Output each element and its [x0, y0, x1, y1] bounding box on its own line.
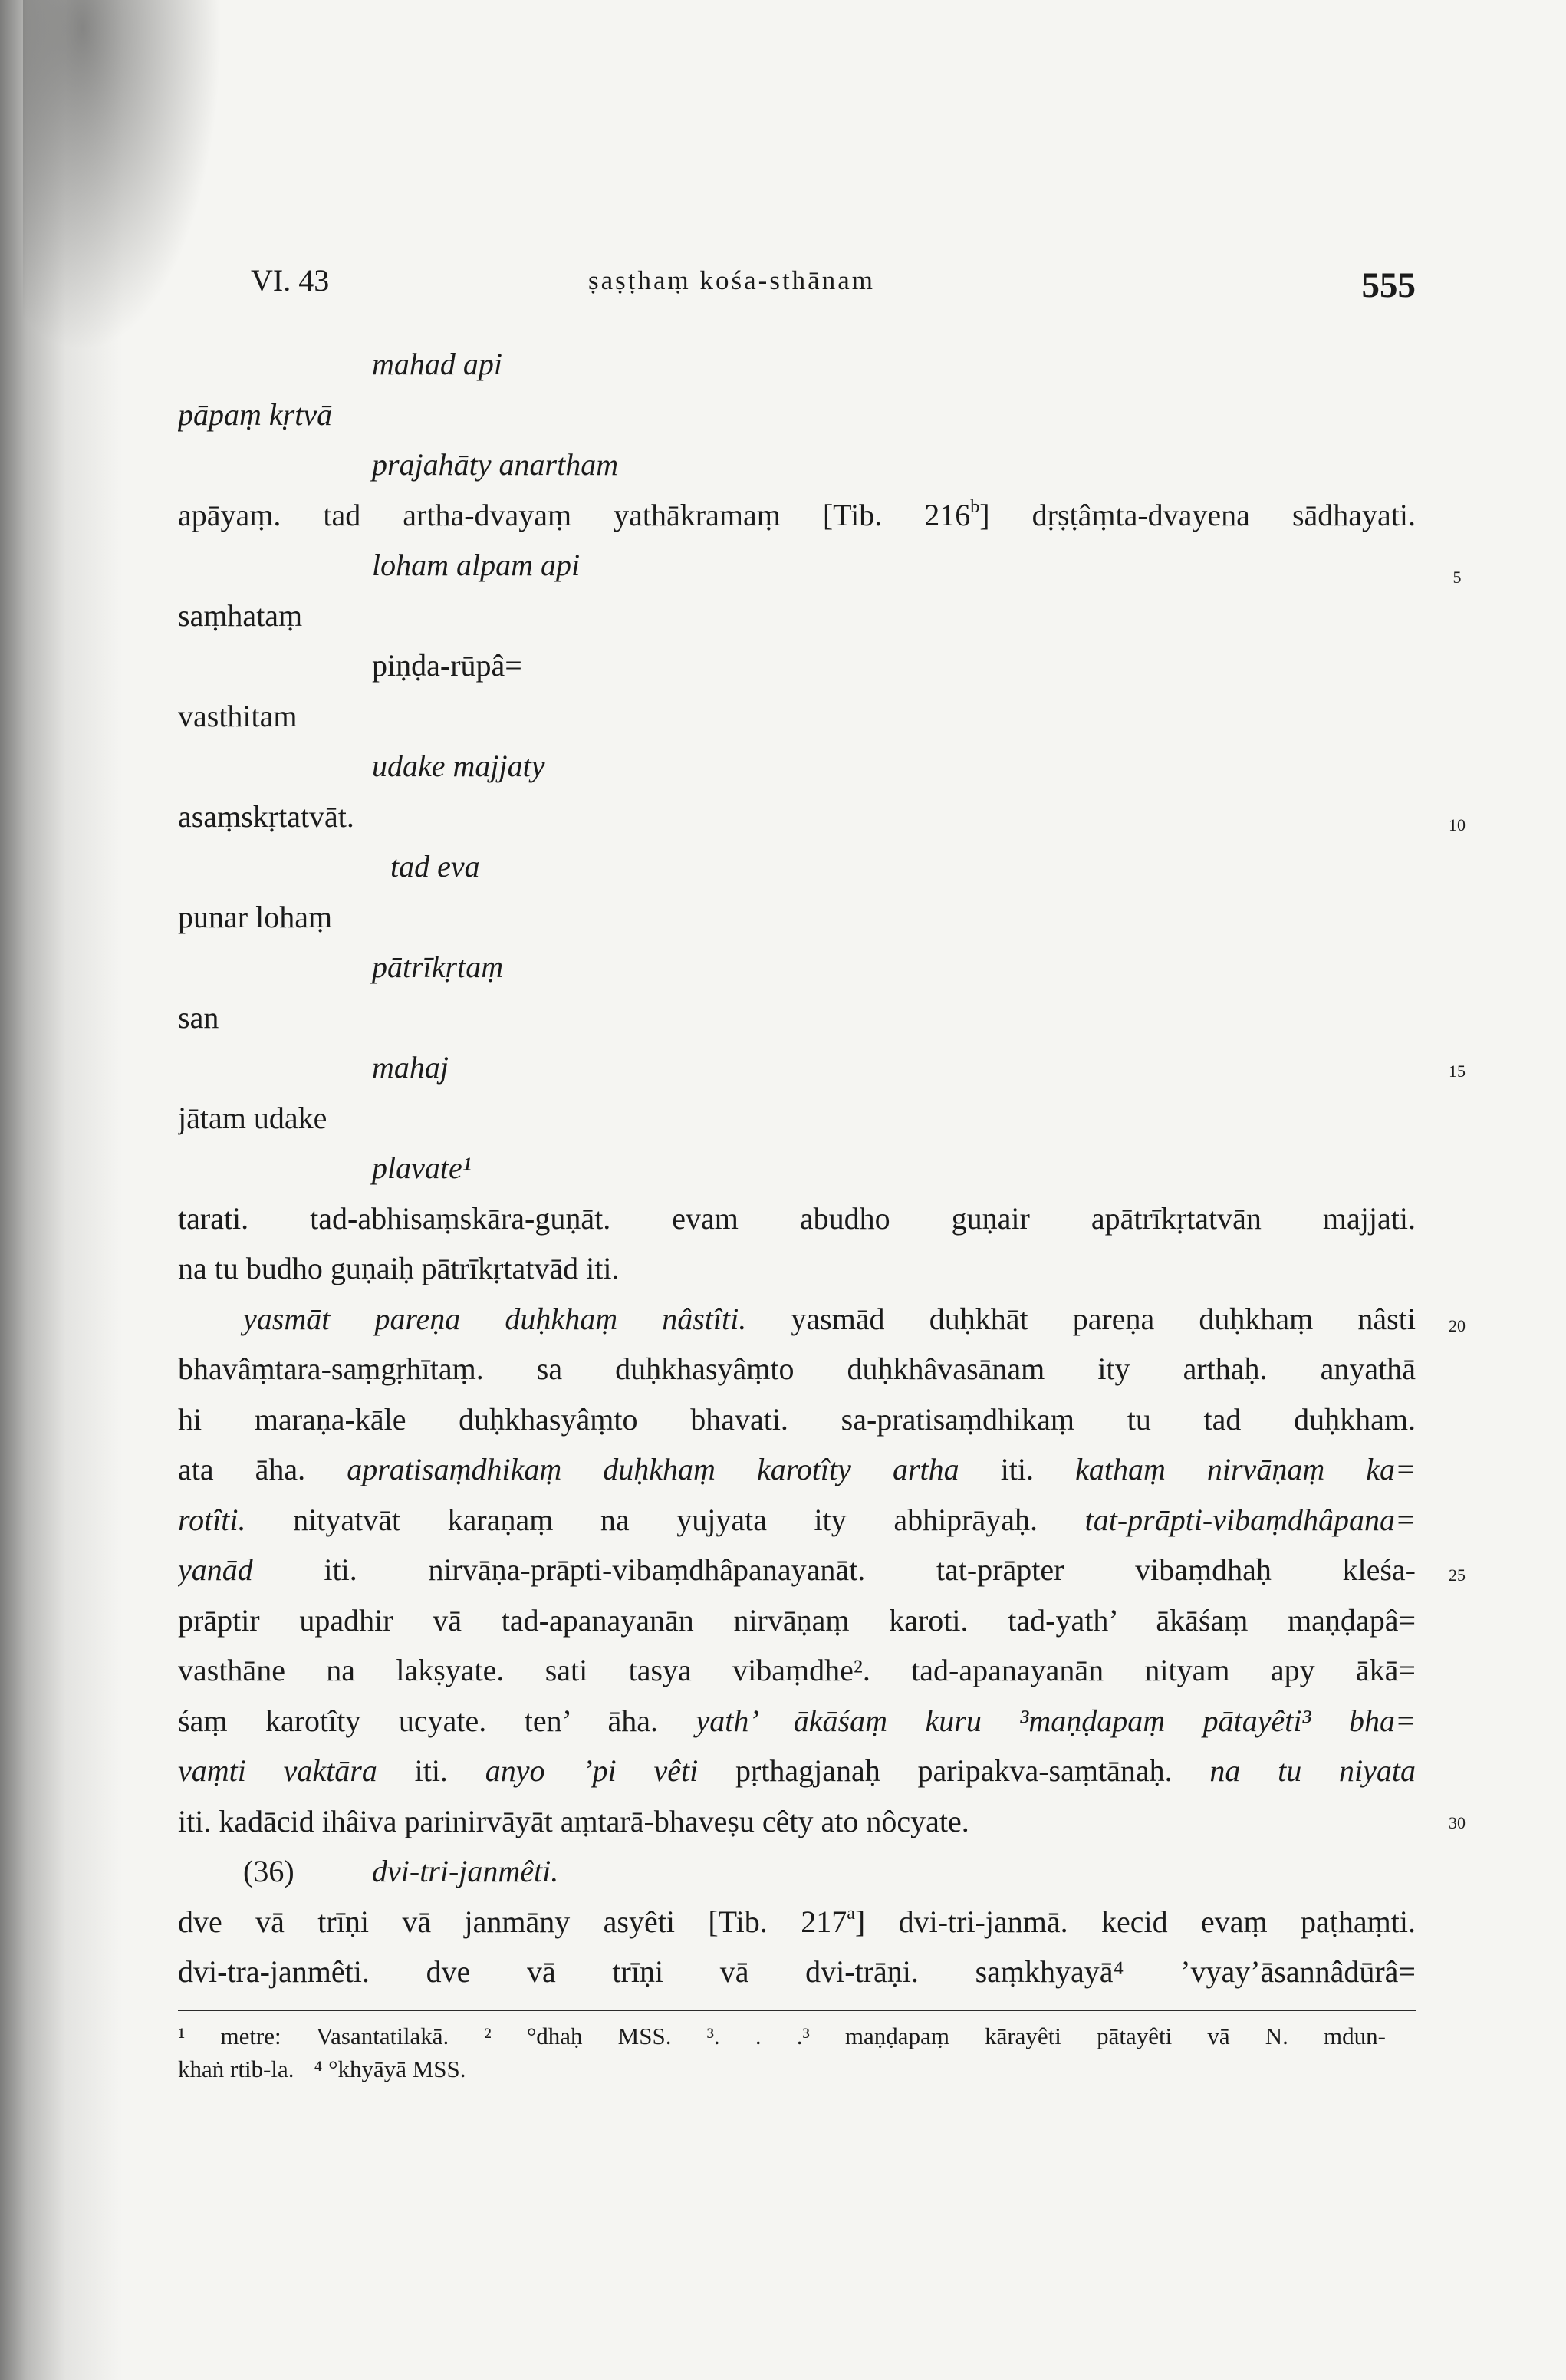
commentary-text: nityatvāt karaṇaṃ na yujyata ity abhiprāyaḥ.: [245, 1502, 1085, 1537]
quoted-verse-text: anyo ’pi vêti: [485, 1753, 699, 1788]
binding-shadow: [0, 0, 130, 2380]
commentary-line: [178, 1193, 1416, 1244]
commentary-line: [178, 1344, 1416, 1394]
commentary-text: iti. nirvāṇa-prāpti-vibaṃdhâpanayanāt. tat-prāpter vibaṃdhaḥ kleśa-: [252, 1552, 1416, 1587]
footnotes: [178, 2020, 1386, 2085]
commentary-line: [178, 1897, 1416, 1947]
footnote-line: [178, 2052, 1386, 2085]
commentary-text: śaṃ karotîty ucyate. ten’ āha.: [178, 1703, 696, 1738]
commentary-line: [178, 1294, 1416, 1345]
commentary-line: [178, 892, 1416, 943]
verse-line: [178, 741, 1416, 792]
commentary-line: [178, 992, 1416, 1043]
commentary-text: iti. kadācid ihâiva parinirvāyāt aṃtarā-bhaveṣu cêty ato nôcyate.: [178, 1803, 969, 1838]
verse-text: plavate¹: [372, 1150, 472, 1185]
commentary-text: saṃhataṃ: [178, 597, 303, 633]
commentary-text: prāptir upadhir vā tad-apanayanān nirvāṇaṃ karoti. tad-yath’ ākāśaṃ maṇḍapâ=: [178, 1602, 1416, 1638]
commentary-text: dve vā trīṇi vā janmāny asyêti [Tib. 217: [178, 1904, 847, 1939]
commentary-line: [178, 1796, 1416, 1847]
commentary-text: pṛthagjanaḥ paripakva-saṃtānaḥ.: [698, 1753, 1210, 1788]
verse-text: pāpaṃ kṛtvā: [178, 397, 333, 432]
page-number: 555: [1361, 265, 1416, 305]
footnote: khaṅ rtib-la.: [178, 2056, 294, 2082]
commentary-line: [178, 1545, 1416, 1595]
commentary-text: tarati. tad-abhisaṃskāra-guṇāt. evam abudho guṇair apātrīkṛtatvān majjati.: [178, 1200, 1416, 1236]
commentary-line: [178, 1645, 1416, 1696]
verse-text: loham alpam api: [372, 548, 581, 582]
commentary-text: iti.: [377, 1753, 485, 1788]
footnote: ⁴ °khyāyā MSS.: [314, 2056, 466, 2082]
verse-text: pātrīkṛtaṃ: [372, 950, 504, 984]
commentary-line: [178, 1746, 1416, 1796]
verse-line: [178, 439, 1416, 490]
commentary-text: yasmād duḥkhāt pareṇa duḥkhaṃ nâsti: [746, 1301, 1416, 1336]
commentary-text: bhavâṃtara-saṃgṛhītaṃ. sa duḥkhasyâṃto duḥkhâvasānam ity arthaḥ. anyathā: [178, 1351, 1416, 1386]
verse-line: [178, 942, 1416, 992]
folio-side-superscript: a: [847, 1903, 855, 1924]
commentary-text: ] dṛṣṭâṃta-dvayena sādhayati.: [979, 497, 1416, 532]
commentary-line: [178, 591, 1416, 641]
commentary-line: [178, 691, 1416, 742]
commentary-text: san: [178, 999, 219, 1035]
folio-side-superscript: b: [970, 496, 980, 517]
commentary-text: ata āha.: [178, 1452, 347, 1486]
commentary-line: [178, 1696, 1416, 1746]
margin-line-number: 5: [1452, 568, 1462, 587]
quoted-verse-text: apratisaṃdhikaṃ duḥkhaṃ karotîty artha: [347, 1452, 959, 1486]
verse-number: (36): [243, 1854, 294, 1888]
commentary-text: vasthitam: [178, 698, 298, 733]
footnote: ¹ metre: Vasantatilakā.: [178, 2023, 449, 2049]
commentary-line: [178, 640, 1416, 691]
commentary-line: [178, 1394, 1416, 1445]
verse-line: [178, 1143, 1416, 1193]
commentary-line: [178, 1595, 1416, 1646]
margin-line-number: 15: [1449, 1062, 1466, 1081]
commentary-text: na tu budho guṇaiḥ pātrīkṛtatvād iti.: [178, 1251, 620, 1285]
commentary-line: [178, 792, 1416, 842]
verse-text: tad eva: [390, 849, 480, 884]
commentary-line: [178, 1444, 1416, 1495]
commentary-line: [178, 1093, 1416, 1144]
quoted-verse-text: kathaṃ nirvāṇaṃ ka=: [1075, 1452, 1416, 1486]
verse-text: dvi-tri-janmêti.: [372, 1854, 559, 1888]
footnote-rule: [178, 2010, 1416, 2011]
footnote: ³. . .³ maṇḍapaṃ kārayêti pātayêti vā N. mdun-: [706, 2023, 1386, 2049]
scan-shadow-corner: [23, 0, 222, 353]
commentary-line: [178, 1495, 1416, 1546]
commentary-text: ] dvi-tri-janmā. kecid evaṃ paṭhaṃti.: [854, 1904, 1416, 1939]
commentary-line: [178, 1243, 1416, 1294]
commentary-text: apāyaṃ. tad artha-dvayaṃ yathākramaṃ [Tib. 216: [178, 497, 971, 532]
commentary-text: asaṃskṛtatvāt.: [178, 798, 354, 834]
quoted-verse-text: tat-prāpti-vibaṃdhâpana=: [1084, 1502, 1416, 1537]
verse-line: [178, 339, 1416, 390]
section-reference: VI. 43: [251, 263, 330, 298]
commentary-text: hi maraṇa-kāle duḥkhasyâṃto bhavati. sa-pratisaṃdhikaṃ tu tad duḥkham.: [178, 1401, 1416, 1437]
commentary-text: vasthāne na lakṣyate. sati tasya vibaṃdhe². tad-apanayanān nityam apy ākā=: [178, 1653, 1416, 1687]
commentary-line: [178, 490, 1416, 541]
quoted-verse-text: yasmāt pareṇa duḥkhaṃ nâstîti.: [243, 1301, 747, 1336]
verse-text: mahad api: [372, 347, 502, 381]
page-body: [178, 339, 1416, 1997]
commentary-text: iti.: [959, 1452, 1076, 1486]
commentary-text: jātam udake: [178, 1100, 327, 1135]
verse-line: [178, 540, 1416, 591]
verse-line: [178, 841, 1416, 892]
verse-text: udake majjaty: [372, 749, 545, 783]
verse-line: [178, 390, 1416, 440]
quoted-verse-text: rotîti.: [178, 1502, 246, 1537]
verse-number-line: [178, 1846, 1416, 1897]
verse-text: mahaj: [372, 1050, 449, 1085]
commentary-text: piṇḍa-rūpâ=: [372, 648, 522, 683]
margin-line-number: 25: [1449, 1565, 1466, 1585]
margin-line-number: 10: [1449, 815, 1466, 834]
margin-line-number: 20: [1449, 1316, 1466, 1335]
footnote: ² °dhaḥ MSS.: [484, 2023, 672, 2049]
commentary-text: dvi-tra-janmêti. dve vā trīṇi vā dvi-trāṇi. saṃkhyayā⁴ ’vyay’āsannâdūrâ=: [178, 1954, 1416, 1989]
quoted-verse-text: na tu niyata: [1209, 1753, 1416, 1788]
margin-line-number: 30: [1449, 1813, 1466, 1832]
commentary-text: punar lohaṃ: [178, 899, 333, 934]
quoted-verse-text: yanād: [178, 1552, 253, 1587]
footnote-line: [178, 2020, 1386, 2052]
verse-line: [178, 1042, 1416, 1093]
quoted-verse-text: yath’ ākāśaṃ kuru ³maṇḍapaṃ pātayêti³ bha=: [696, 1703, 1416, 1738]
verse-text: prajahāty anartham: [372, 447, 619, 482]
quoted-verse-text: vaṃti vaktāra: [178, 1753, 377, 1788]
running-title: ṣaṣṭhaṃ kośa-sthānam: [588, 265, 875, 295]
commentary-line: [178, 1947, 1416, 1997]
